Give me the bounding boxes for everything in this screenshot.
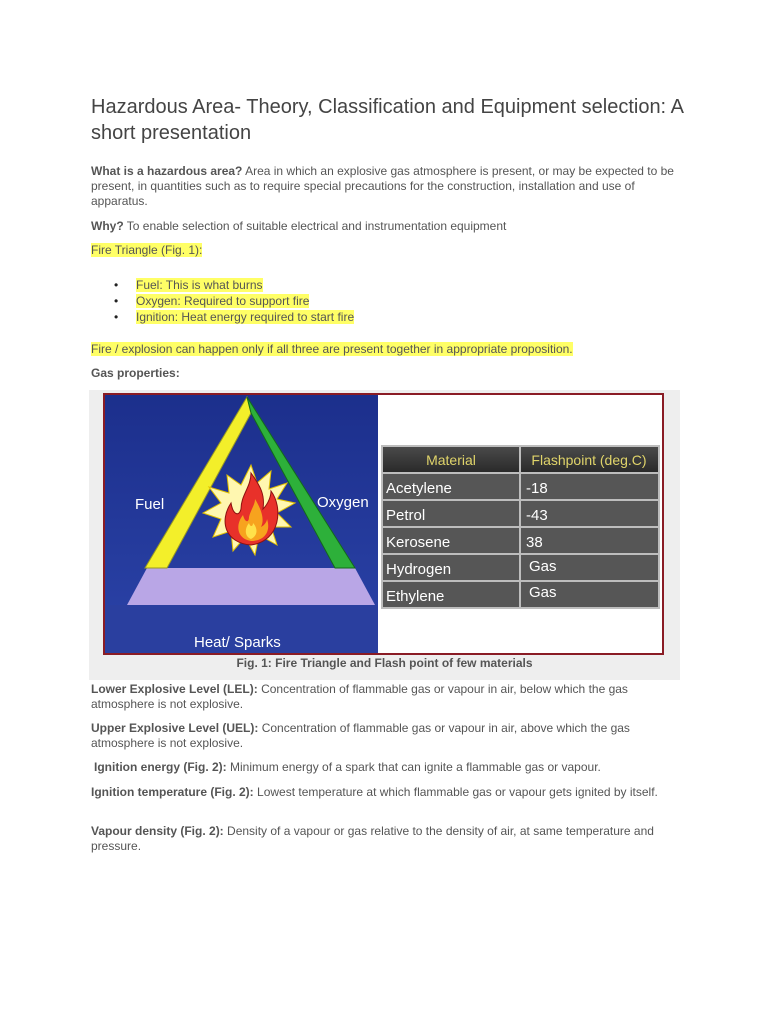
table-cell-flashpoint: Gas [529, 558, 557, 575]
fire-triangle-heading-text: Fire Triangle (Fig. 1): [91, 243, 203, 257]
fire-triangle-heading [91, 243, 681, 258]
page-title: Hazardous Area- Theory, Classification and Equipment selection: A short presentation [91, 96, 683, 144]
table-cell-material: Petrol [386, 507, 426, 524]
table-cell-material: Ethylene [386, 588, 445, 605]
definition-vapour-density: Vapour density (Fig. 2): Density of a vapour or gas relative to the density of air, at same temperature and pressure. [91, 824, 654, 853]
what-paragraph [91, 164, 681, 209]
why-label: Why? [91, 219, 124, 233]
table-cell-flashpoint: -18 [526, 480, 548, 497]
figure-caption: Fig. 1: Fire Triangle and Flash point of few materials [236, 656, 533, 670]
oxygen-label: Oxygen [317, 494, 369, 511]
fire-triangle-list [91, 277, 354, 325]
heat-label: Heat/ Sparks [194, 634, 281, 651]
table-cell-material: Kerosene [386, 534, 451, 551]
explosion-note [91, 342, 681, 357]
definition-uel: Upper Explosive Level (UEL): Concentration of flammable gas or vapour in air, above which the gas atmosphere is not explosive. [91, 721, 630, 750]
table-cell-flashpoint: Gas [529, 584, 557, 601]
fire-triangle-figure [103, 393, 664, 655]
gas-properties-heading: Gas properties: [91, 366, 180, 380]
what-label: What is a hazardous area? [91, 164, 243, 178]
table-header-flashpoint: Flashpoint (deg.C) [531, 452, 647, 468]
table-cell-flashpoint: 38 [526, 534, 543, 551]
table-header-material: Material [426, 452, 476, 468]
fuel-label: Fuel [135, 496, 165, 513]
heat-bar [127, 568, 375, 605]
table-cell-material: Hydrogen [386, 561, 452, 578]
list-item: • Fuel: This is what burns [114, 278, 263, 292]
explosion-note-text: Fire / explosion can happen only if all three are present together in appropriate proposition. [91, 342, 573, 356]
why-paragraph [91, 219, 681, 234]
table-cell-material: Acetylene [386, 480, 452, 497]
why-text: To enable selection of suitable electrical and instrumentation equipment [126, 219, 507, 233]
list-item: • Ignition: Heat energy required to start fire [114, 310, 355, 324]
definition-lel: Lower Explosive Level (LEL): Concentration of flammable gas or vapour in air, below which the gas atmosphere is not explosive. [91, 682, 628, 711]
bullet-icon: • [114, 310, 119, 324]
list-item: • Oxygen: Required to support fire [114, 294, 310, 308]
definition-ignition-temperature: Ignition temperature (Fig. 2): Lowest temperature at which flammable gas or vapour gets ignited by itself. [91, 785, 658, 799]
what-text: Area in which an explosive gas atmosphere is present, or may be expected to be present, in quantities such as to require special precautions for the construction, installation and use of apparatus. [91, 164, 674, 208]
bullet-icon: • [114, 294, 119, 308]
definition-ignition-energy: Ignition energy (Fig. 2): Minimum energy of a spark that can ignite a flammable gas or vapour. [94, 760, 601, 774]
bullet-icon: • [114, 278, 119, 292]
fire-triangle-illustration [105, 395, 662, 653]
flashpoint-table [381, 445, 660, 609]
table-cell-flashpoint: -43 [526, 507, 548, 524]
